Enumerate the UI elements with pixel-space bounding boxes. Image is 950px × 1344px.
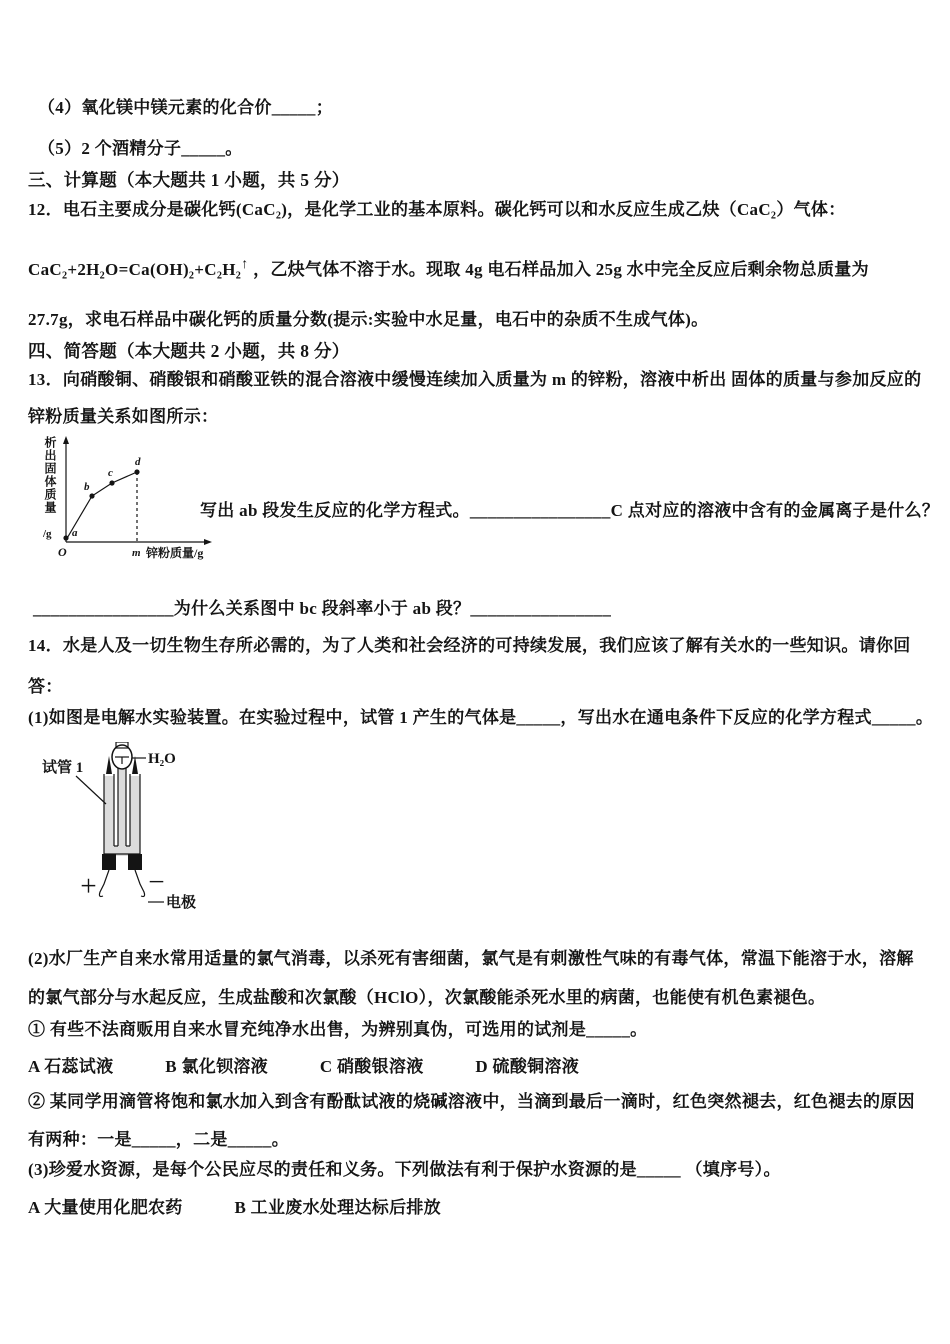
apparatus-canvas: [40, 742, 255, 920]
q14-part2-sub2-line1: ② 某同学用滴管将饱和氯水加入到含有酚酞试液的烧碱溶液中，当滴到最后一滴时，红色突然褪去，红色褪去的原因: [28, 1092, 915, 1111]
x-tick-m-label: m: [132, 547, 141, 559]
point-d-dot: [134, 469, 139, 474]
left-tube-liquid: [104, 776, 114, 852]
water-label: H₂O: [148, 751, 176, 767]
q14-part3-options: A 大量使用化肥农药 B 工业废水处理达标后排放: [28, 1198, 441, 1217]
x-axis-arrow-icon: [204, 539, 212, 545]
q11-item5: （5）2 个酒精分子_____。: [38, 139, 243, 158]
minus-terminal-label: －: [148, 873, 165, 892]
section3-heading: 三、计算题（本大题共 1 小题，共 5 分）: [28, 170, 350, 190]
q14-part2-line2: 的氯气部分与水起反应，生成盐酸和次氯酸（HClO），次氯酸能杀死水里的病菌，也能使有机色素褪色。: [28, 988, 826, 1007]
tube1-label: 试管 1: [42, 760, 84, 776]
q14-part2-line1: (2)水厂生产自来水常用适量的氯气消毒，以杀死有害细菌，氯气是有刺激性气味的有毒气体，常温下能溶于水，溶解: [28, 949, 914, 968]
tube1-leader-line: [76, 776, 106, 804]
point-b-label: b: [84, 481, 90, 493]
q13-ask2: ________________为什么关系图中 bc 段斜率小于 ab 段？________________: [33, 599, 612, 618]
gas-up-arrow-icon: ↑: [241, 257, 249, 272]
electrode-label: 电极: [166, 895, 197, 911]
right-electrode: [128, 854, 142, 870]
q14-part1: (1)如图是电解水实验装置。在实验过程中，试管 1 产生的气体是_____，写出水在通电条件下反应的化学方程式_____。: [28, 708, 934, 727]
q13-ask1: 写出 ab 段发生反应的化学方程式。________________C 点对应的溶液中含有的金属离子是什么？: [200, 501, 940, 520]
left-wire: [99, 870, 109, 897]
q14-part2-sub2-line2: 有两种：一是_____，二是_____。: [28, 1130, 289, 1149]
q13-line2: 锌粉质量关系如图所示：: [28, 407, 219, 426]
stem-liquid: [118, 770, 126, 852]
q11-item4: （4）氧化镁中镁元素的化合价_____；: [38, 98, 333, 117]
graph-y-axis-unit: /g: [43, 528, 52, 540]
q12-line3: 27.7g，求电石样品中碳化钙的质量分数(提示:实验中水足量，电石中的杂质不生成气体)。: [28, 310, 709, 329]
q13-line1: 13．向硝酸铜、硝酸银和硝酸亚铁的混合溶液中缓慢连续加入质量为 m 的锌粉，溶液中析出 固体的质量与参加反应的: [28, 370, 922, 389]
q12-equation-line: [28, 256, 869, 280]
q14-part2-sub1: ① 有些不法商贩用自来水冒充纯净水出售，为辨别真伪，可选用的试剂是_____。: [28, 1020, 648, 1039]
point-a-dot: [63, 535, 68, 540]
q12-line1: 12．电石主要成分是碳化钙(CaC₂)，是化学工业的基本原料。碳化钙可以和水反应生成乙炔（CaC₂）气体：: [28, 200, 846, 219]
point-a-label: a: [72, 527, 78, 539]
origin-label: O: [58, 545, 67, 559]
right-tube-valve-icon: [132, 756, 138, 774]
q12-line2-rest: ，乙炔气体不溶于水。现取 4g 电石样品加入 25g 水中完全反应后剩余物总质量为: [248, 260, 869, 279]
left-tube-valve-icon: [106, 756, 112, 774]
q14-line1: 14．水是人及一切生物生存所必需的，为了人类和社会经济的可持续发展，我们应该了解有关水的一些知识。请你回: [28, 636, 911, 655]
right-wire: [135, 870, 145, 897]
q12-equation: CaC₂+2H₂O=Ca(OH)₂+C₂H₂: [28, 260, 242, 279]
point-b-dot: [89, 493, 94, 498]
electrolysis-apparatus-diagram: [40, 742, 255, 920]
q14-line2: 答：: [28, 677, 63, 696]
point-d-label: d: [135, 456, 141, 468]
q14-part2-sub1-options: A 石蕊试液 B 氯化钡溶液 C 硝酸银溶液 D 硫酸铜溶液: [28, 1057, 580, 1076]
point-c-dot: [109, 480, 114, 485]
q14-part3: (3)珍爱水资源，是每个公民应尽的责任和义务。下列做法有利于保护水资源的是_____ （填序号）。: [28, 1160, 781, 1179]
graph-x-axis-label: 锌粉质量/g: [146, 546, 204, 560]
y-axis-arrow-icon: [63, 436, 69, 444]
section4-heading: 四、简答题（本大题共 2 小题，共 8 分）: [28, 341, 350, 361]
right-tube-liquid: [130, 776, 140, 852]
point-c-label: c: [108, 467, 113, 479]
left-electrode: [102, 854, 116, 870]
plus-terminal-label: ＋: [80, 877, 97, 896]
graph-y-axis-label: 析出固体质量: [43, 436, 57, 514]
